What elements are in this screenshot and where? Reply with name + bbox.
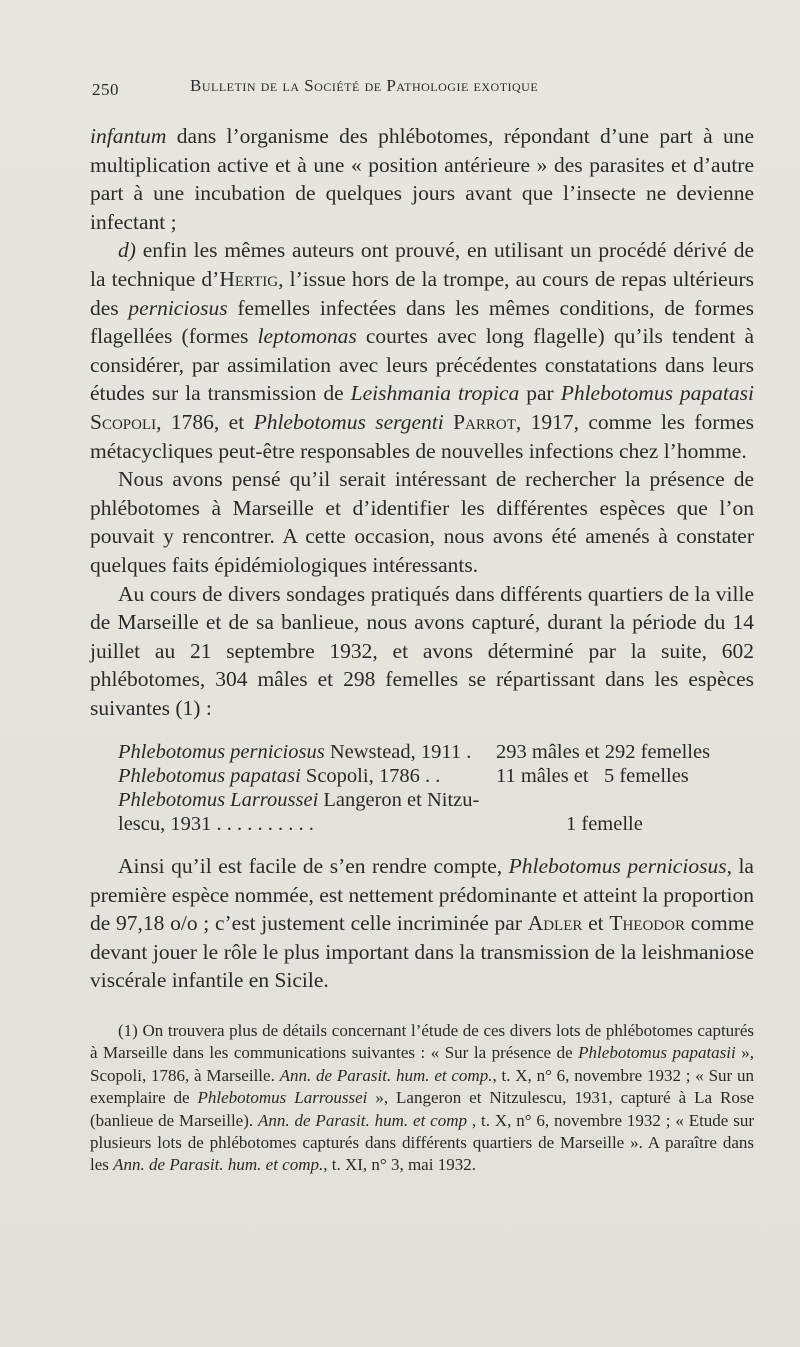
text-run: , l’issue hors de la trompe, au cours de repas ultérieurs des <box>90 266 754 320</box>
footnote-text <box>90 1020 754 1177</box>
species-author-cont: lescu, 1931 . . . . . . . . . . <box>118 813 314 835</box>
species-table <box>118 740 758 836</box>
species-label <box>118 764 440 788</box>
journal-title: Ann. de Parasit. hum. et comp. <box>279 1065 493 1085</box>
species-name: Phlebotomus papatasi <box>118 765 301 787</box>
conclusion-paragraph <box>90 852 754 995</box>
species-name: Leishmania tropica <box>350 381 520 406</box>
species-count: 11 mâles et 5 femelles <box>496 765 689 787</box>
paragraph-5 <box>90 852 754 995</box>
text-run: Ainsi qu’il est facile de s’en rendre compte, <box>118 854 509 878</box>
running-title: Bulletin de la Société de Pathologie exotique <box>190 76 539 95</box>
body-text <box>90 122 754 722</box>
list-letter: d) <box>118 238 136 263</box>
species-name: Phlebotomus papatasii <box>578 1043 736 1063</box>
text-run: et <box>582 911 610 936</box>
journal-title: Ann. de Parasit. hum. et comp. <box>113 1155 324 1175</box>
paragraph-2 <box>90 236 754 465</box>
text-run: , t. X, n° 6, novembre 1932 ; « Sur un exemplaire de <box>90 1065 754 1108</box>
text-run: comme devant jouer le rôle le plus important dans la transmission de la leishmaniose viscérale infantile en Sicile. <box>90 911 754 993</box>
author-name: Theodor <box>609 911 685 936</box>
text-run: , 1917, comme les formes métacycliques peut-être responsables de nouvelles infections chez l’homme. <box>90 409 755 463</box>
text-run: , la première espèce nommée, est nettement prédominante et atteint la proportion de 97,18 o/o ; c’est justement celle incriminée par <box>90 854 754 936</box>
species-name: Phlebotomus sergenti <box>253 409 444 434</box>
text-run: courtes avec long flagelle) qu’ils tendent à considérer, par assimilation avec leurs précédentes constatations dans leurs études sur la transmission de <box>90 324 755 406</box>
paragraph-4: Au cours de divers sondages pratiqués dans différents quartiers de la ville de Marseille et de sa banlieue, nous avons capturé, durant la période du 14 juillet au 21 septembre 1932, et avons déterminé par la suite, 602 phlébotomes, 304 mâles et 298 femelles se répartissant dans les espèces suivantes (1) : <box>90 581 754 720</box>
species-author: Langeron et Nitzu- <box>318 789 480 811</box>
page-number: 250 <box>92 80 119 99</box>
species-row <box>118 788 758 836</box>
italic-term: infantum <box>90 124 167 148</box>
paragraph-1 <box>90 122 754 236</box>
text-run: , 1786, et <box>156 409 254 434</box>
text-run: », Langeron et Nitzulescu, 1931, capturé à La Rose (banlieue de Marseille). <box>90 1088 755 1130</box>
species-name: Phlebotomus Larroussei <box>197 1088 368 1108</box>
species-name: Phlebotomus perniciosus <box>118 741 325 763</box>
text-run: par <box>519 381 561 406</box>
species-count: 1 femelle <box>566 813 643 835</box>
text-run: (1) On trouvera plus de détails concernant l’étude de ces divers lots de phlébotomes capturés à Marseille dans les communications suivantes : « Sur la présence de <box>90 1021 754 1063</box>
italic-term: leptomonas <box>257 324 357 349</box>
species-name: Phlebotomus Larroussei <box>118 789 319 811</box>
text-run: , t. XI, n° 3, mai 1932. <box>323 1155 476 1175</box>
author-name: Scopoli <box>90 409 157 434</box>
text-run: , t. X, n° 6, novembre 1932 ; « Etude sur plusieurs lots de phlébotomes capturés dans différents quartiers de Marseille ». A paraître dans les <box>90 1110 754 1175</box>
species-name: perniciosus <box>128 295 228 320</box>
journal-title: Ann. de Parasit. hum. et comp <box>258 1110 467 1130</box>
species-count: 293 mâles et 292 femelles <box>496 741 711 763</box>
species-name: Phlebotomus papatasi <box>560 381 754 406</box>
author-name: Adler <box>527 911 583 936</box>
species-row <box>118 764 758 788</box>
species-author: Scopoli, 1786 . . <box>300 765 441 787</box>
species-author: Newstead, 1911 . <box>324 741 472 763</box>
paragraph-3: Nous avons pensé qu’il serait intéressant de rechercher la présence de phlébotomes à Marseille et d’identifier les différentes espèces que l’on pouvait y rencontrer. A cette occasion, nous avons été amenés à constater quelques faits épidémiologiques intéressants. <box>90 467 754 577</box>
footnote <box>90 1020 754 1177</box>
text-run: dans l’organisme des phlébotomes, répondant d’une part à une multiplication active et à une « position antérieure » des parasites et d’autre part à une incubation de quelques jours avant que l’insecte ne devienne infectant ; <box>90 124 754 234</box>
text-run: enfin les mêmes auteurs ont prouvé, en utilisant un procédé dérivé de la technique d’ <box>90 238 754 291</box>
species-row <box>118 740 758 764</box>
species-label <box>118 740 471 764</box>
author-name: Parrot <box>453 409 516 434</box>
species-name: Phlebotomus perniciosus <box>508 854 727 878</box>
author-name: Hertig <box>219 266 279 291</box>
text-run: », Scopoli, 1786, à Marseille. <box>90 1043 755 1085</box>
species-label <box>118 788 479 836</box>
text-run: femelles infectées dans les mêmes conditions, de formes flagellées (formes <box>90 295 754 349</box>
